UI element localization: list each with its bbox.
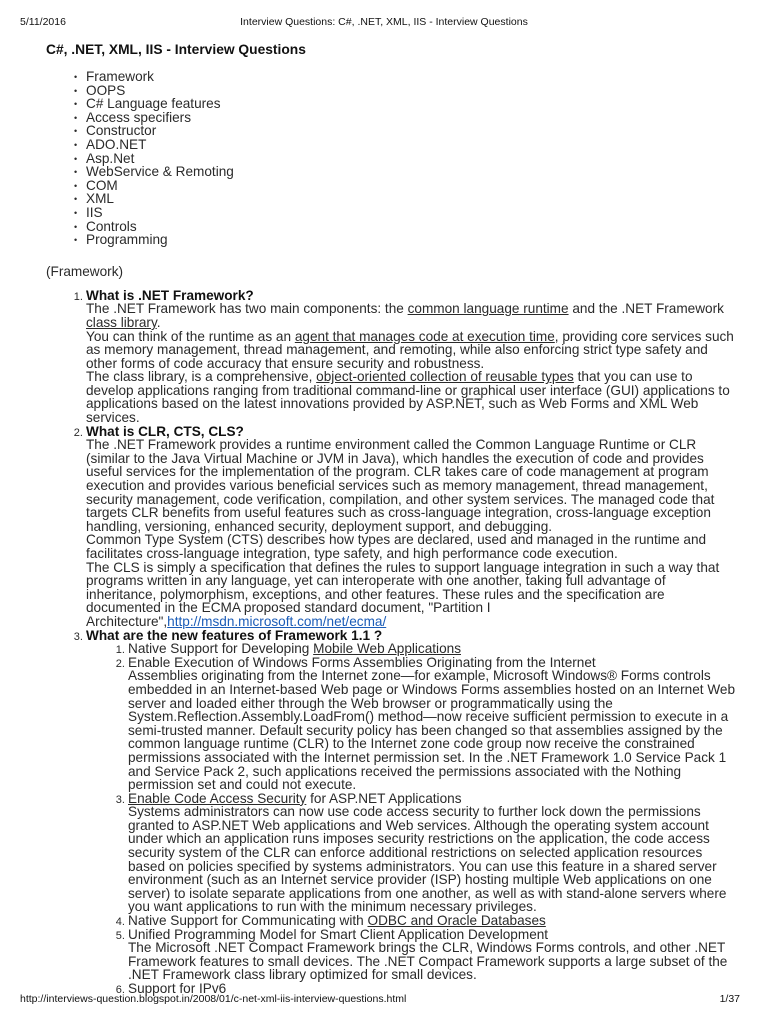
answer-text: , providing core services such as memory management, thread management, and remoting, while also enforcing strict type safety and other forms of code accuracy that ensure security and robustness.: [86, 328, 734, 371]
answer-text: Common Type System (CTS) describes how types are declared, used and managed in the runtime and facilitates cross-language integration, type safety, and high performance code execution.: [86, 532, 707, 561]
topic-item[interactable]: • XML: [86, 192, 736, 206]
question-title: What is .NET Framework?: [86, 287, 254, 303]
feature-text: Native Support for Communicating with: [128, 913, 368, 929]
answer-text: .: [156, 314, 161, 330]
feature-title: Support for IPv6: [128, 981, 227, 996]
feature-item: [128, 928, 736, 982]
question-item: [86, 629, 736, 996]
feature-text: Assemblies originating from the Internet zone—for example, Microsoft Windows® Forms controls embedded in an Internet-based Web page or Windows Forms assemblies hosted on an Internet Web server and loaded either through the Web browser or programmatically using the System.Reflection.Assembly.LoadFrom() method—now receive sufficient permission to execute in a semi-trusted manner. Default security policy has been changed so that assemblies assigned by the common language runtime (CLR) to the Internet zone code group now receive the constrained permissions associated with the Internet permission set. In the .NET Framework 1.0 Service Pack 1 and Service Pack 2, such applications received the permissions associated with the Nothing permission set and could not execute.: [128, 668, 736, 793]
feature-item: [128, 792, 736, 914]
topic-item[interactable]: • Framework: [86, 70, 736, 84]
term-link[interactable]: agent that manages code at execution time: [294, 328, 555, 344]
topic-list: [46, 70, 736, 247]
question-item: [86, 289, 736, 425]
answer-text: You can think of the runtime as an: [86, 328, 295, 344]
answer-text: and the .NET Framework: [568, 301, 724, 317]
feature-item: [128, 642, 736, 656]
term-link[interactable]: object-oriented collection of reusable types: [316, 369, 574, 385]
feature-title: Enable Execution of Windows Forms Assemblies Originating from the Internet: [128, 654, 596, 670]
answer-text: The .NET Framework has two main components: the: [86, 301, 408, 317]
topic-item[interactable]: • OOPS: [86, 84, 736, 98]
section-label: (Framework): [46, 263, 124, 279]
print-header: [20, 16, 748, 30]
print-date: 5/11/2016: [20, 16, 66, 28]
question-title: What are the new features of Framework 1.1 ?: [86, 627, 383, 643]
topic-item[interactable]: • Asp.Net: [86, 152, 736, 166]
print-footer: [20, 993, 740, 1007]
topic-item[interactable]: • Programming: [86, 233, 736, 247]
topic-item[interactable]: • Constructor: [86, 124, 736, 138]
feature-title: Unified Programming Model for Smart Client Application Development: [128, 926, 549, 942]
topic-item[interactable]: • Access specifiers: [86, 111, 736, 125]
answer-text: that you can use to develop applications ranging from traditional command-line or graphical user interface (GUI) applications to applications based on the latest innovations provided by ASP.NET, such as Web Forms and XML Web services.: [86, 369, 730, 426]
topic-item[interactable]: • IIS: [86, 206, 736, 220]
page-number: 1/37: [719, 993, 740, 1005]
term-link[interactable]: Mobile Web Applications: [313, 641, 461, 657]
print-url: http://interviews-question.blogspot.in/2008/01/c-net-xml-iis-interview-questions.html: [20, 993, 407, 1005]
term-link[interactable]: Enable Code Access Security: [128, 790, 307, 806]
topic-item[interactable]: • WebService & Remoting: [86, 165, 736, 179]
feature-item: [128, 914, 736, 928]
term-link[interactable]: class library: [86, 314, 157, 330]
feature-item: [128, 656, 736, 792]
topic-item[interactable]: • C# Language features: [86, 97, 736, 111]
feature-title: for ASP.NET Applications: [306, 790, 462, 806]
ecma-link[interactable]: http://msdn.microsoft.com/net/ecma/: [167, 613, 387, 629]
term-link[interactable]: common language runtime: [407, 301, 569, 317]
topic-item[interactable]: • COM: [86, 179, 736, 193]
answer-text: The class library, is a comprehensive,: [86, 369, 317, 385]
question-list: [46, 289, 736, 996]
answer-text: The CLS is simply a specification that defines the rules to support language integration in such a way that programs written in any language, yet can interoperate with one another, taking full advantage of inheritance, polymorphism, exceptions, and other features. These rules and the specification are documented in the ECMA proposed standard document, "Partition I Architecture",: [86, 559, 720, 629]
question-item: [86, 425, 736, 629]
page-title: C#, .NET, XML, IIS - Interview Questions: [46, 42, 306, 57]
topic-item[interactable]: • ADO.NET: [86, 138, 736, 152]
feature-list: [86, 642, 736, 995]
term-link[interactable]: ODBC and Oracle Databases: [367, 913, 546, 929]
feature-text: The Microsoft .NET Compact Framework brings the CLR, Windows Forms controls, and other .NET Framework features to small devices. The .NET Compact Framework supports a large subset of the .NET Framework class library optimized for small devices.: [128, 940, 728, 983]
print-title: Interview Questions: C#, .NET, XML, IIS - Interview Questions: [240, 16, 528, 28]
feature-text: Systems administrators can now use code access security to further lock down the permissions granted to ASP.NET Web applications and Web services. Although the operating system account under which an application runs imposes security restrictions on the application, the code access security system of the CLR can enforce additional restrictions on selected application resources based on policies specified by systems administrators. You can use this feature in a shared server environment (such as an Internet service provider (ISP) hosting multiple Web applications on one server) to isolate separate applications from one another, as well as with stand-alone servers where you want applications to run with the minimum necessary privileges.: [128, 804, 727, 915]
topic-item[interactable]: • Controls: [86, 220, 736, 234]
article-body: [46, 38, 736, 996]
feature-text: Native Support for Developing: [128, 641, 314, 657]
question-title: What is CLR, CTS, CLS?: [86, 423, 244, 439]
answer-text: The .NET Framework provides a runtime environment called the Common Language Runtime or CLR (similar to the Java Virtual Machine or JVM in Java), which handles the execution of code and provides useful services for the implementation of the program. CLR takes care of code management at program execution and provides various beneficial services such as memory management, thread management, security management, code verification, compilation, and other system services. The managed code that targets CLR benefits from useful features such as cross-language integration, cross-language exception handling, versioning, enhanced security, deployment support, and debugging.: [86, 437, 715, 534]
